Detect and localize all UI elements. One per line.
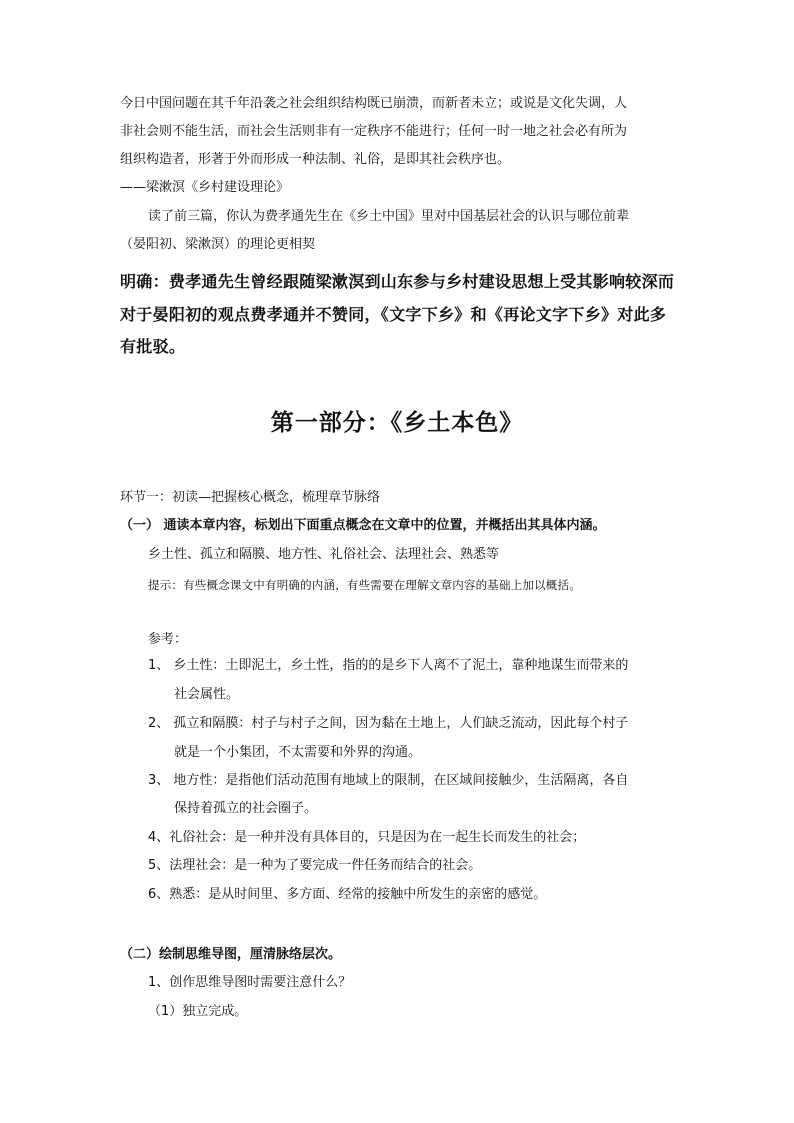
ref-item-continuation: 社会属性。: [174, 687, 240, 702]
answer-line-1: 明确：费孝通先生曾经跟随梁漱溟到山东参与乡村建设思想上受其影响较深而: [120, 272, 675, 291]
step1-task1: （一） 通读本章内容，标划出下面重点概念在文章中的位置，并概括出其具体内涵。: [120, 518, 606, 533]
step1-task2: （二）绘制思维导图，厘清脉络层次。: [120, 947, 342, 962]
ref-label: 参考：: [148, 632, 188, 647]
quote-line-3: 组织构造者，形著于外而形成一种法制、礼俗，是即其社会秩序也。: [120, 152, 511, 167]
ref-item: 4、礼俗社会：是一种并没有具体目的，只是因为在一起生长而发生的社会；: [148, 830, 586, 845]
quote-source: ——梁漱溟《乡村建设理论》: [120, 180, 290, 195]
step1-q1: 1、创作思维导图时需要注意什么？: [148, 975, 352, 990]
ref-item: 2、 孤立和隔膜：村子与村子之间，因为黏在土地上，人们缺乏流动，因此每个村子: [148, 716, 629, 731]
answer-line-2: 对于晏阳初的观点费孝通并不赞同，《文字下乡》和《再论文字下乡》对此多: [120, 305, 667, 324]
quote-line-2: 非社会则不能生活，而社会生活则非有一定秩序不能进行；任何一时一地之社会必有所为: [120, 124, 628, 139]
question-line-2: （晏阳初、梁漱溟）的理论更相契: [120, 237, 316, 252]
section-title: 第一部分：《乡土本色》: [270, 410, 524, 436]
ref-item: 3、 地方性：是指他们活动范围有地域上的限制，在区域间接触少，生活隔离，各自: [148, 773, 629, 788]
ref-item-continuation: 保持着孤立的社会圈子。: [174, 801, 318, 816]
quote-line-1: 今日中国问题在其千年沿袭之社会组织结构既已崩溃，而新者未立；或说是文化失调，人: [120, 96, 628, 111]
ref-item: 6、熟悉：是从时间里、多方面、经常的接触中所发生的亲密的感觉。: [148, 887, 547, 902]
answer-line-3: 有批驳。: [120, 337, 186, 356]
step1-q1-answer: （1）独立完成。: [148, 1004, 248, 1019]
question-line-1: 读了前三篇，你认为费孝通先生在《乡土中国》里对中国基层社会的认识与哪位前辈: [148, 209, 630, 224]
ref-item: 5、法理社会：是一种为了要完成一件任务而结合的社会。: [148, 858, 482, 873]
step1-heading: 环节一：初读—把握核心概念，梳理章节脉络: [120, 490, 381, 505]
ref-item-continuation: 就是一个小集团，不太需要和外界的沟通。: [174, 745, 422, 760]
step1-concepts: 乡土性、孤立和隔膜、地方性、礼俗社会、法理社会、熟悉等: [148, 547, 500, 562]
ref-item: 1、 乡土性：土即泥土，乡土性，指的的是乡下人离不了泥土，靠种地谋生而带来的: [148, 658, 629, 673]
step1-hint: 提示：有些概念课文中有明确的内涵，有些需要在理解文章内容的基础上加以概括。: [148, 578, 581, 592]
